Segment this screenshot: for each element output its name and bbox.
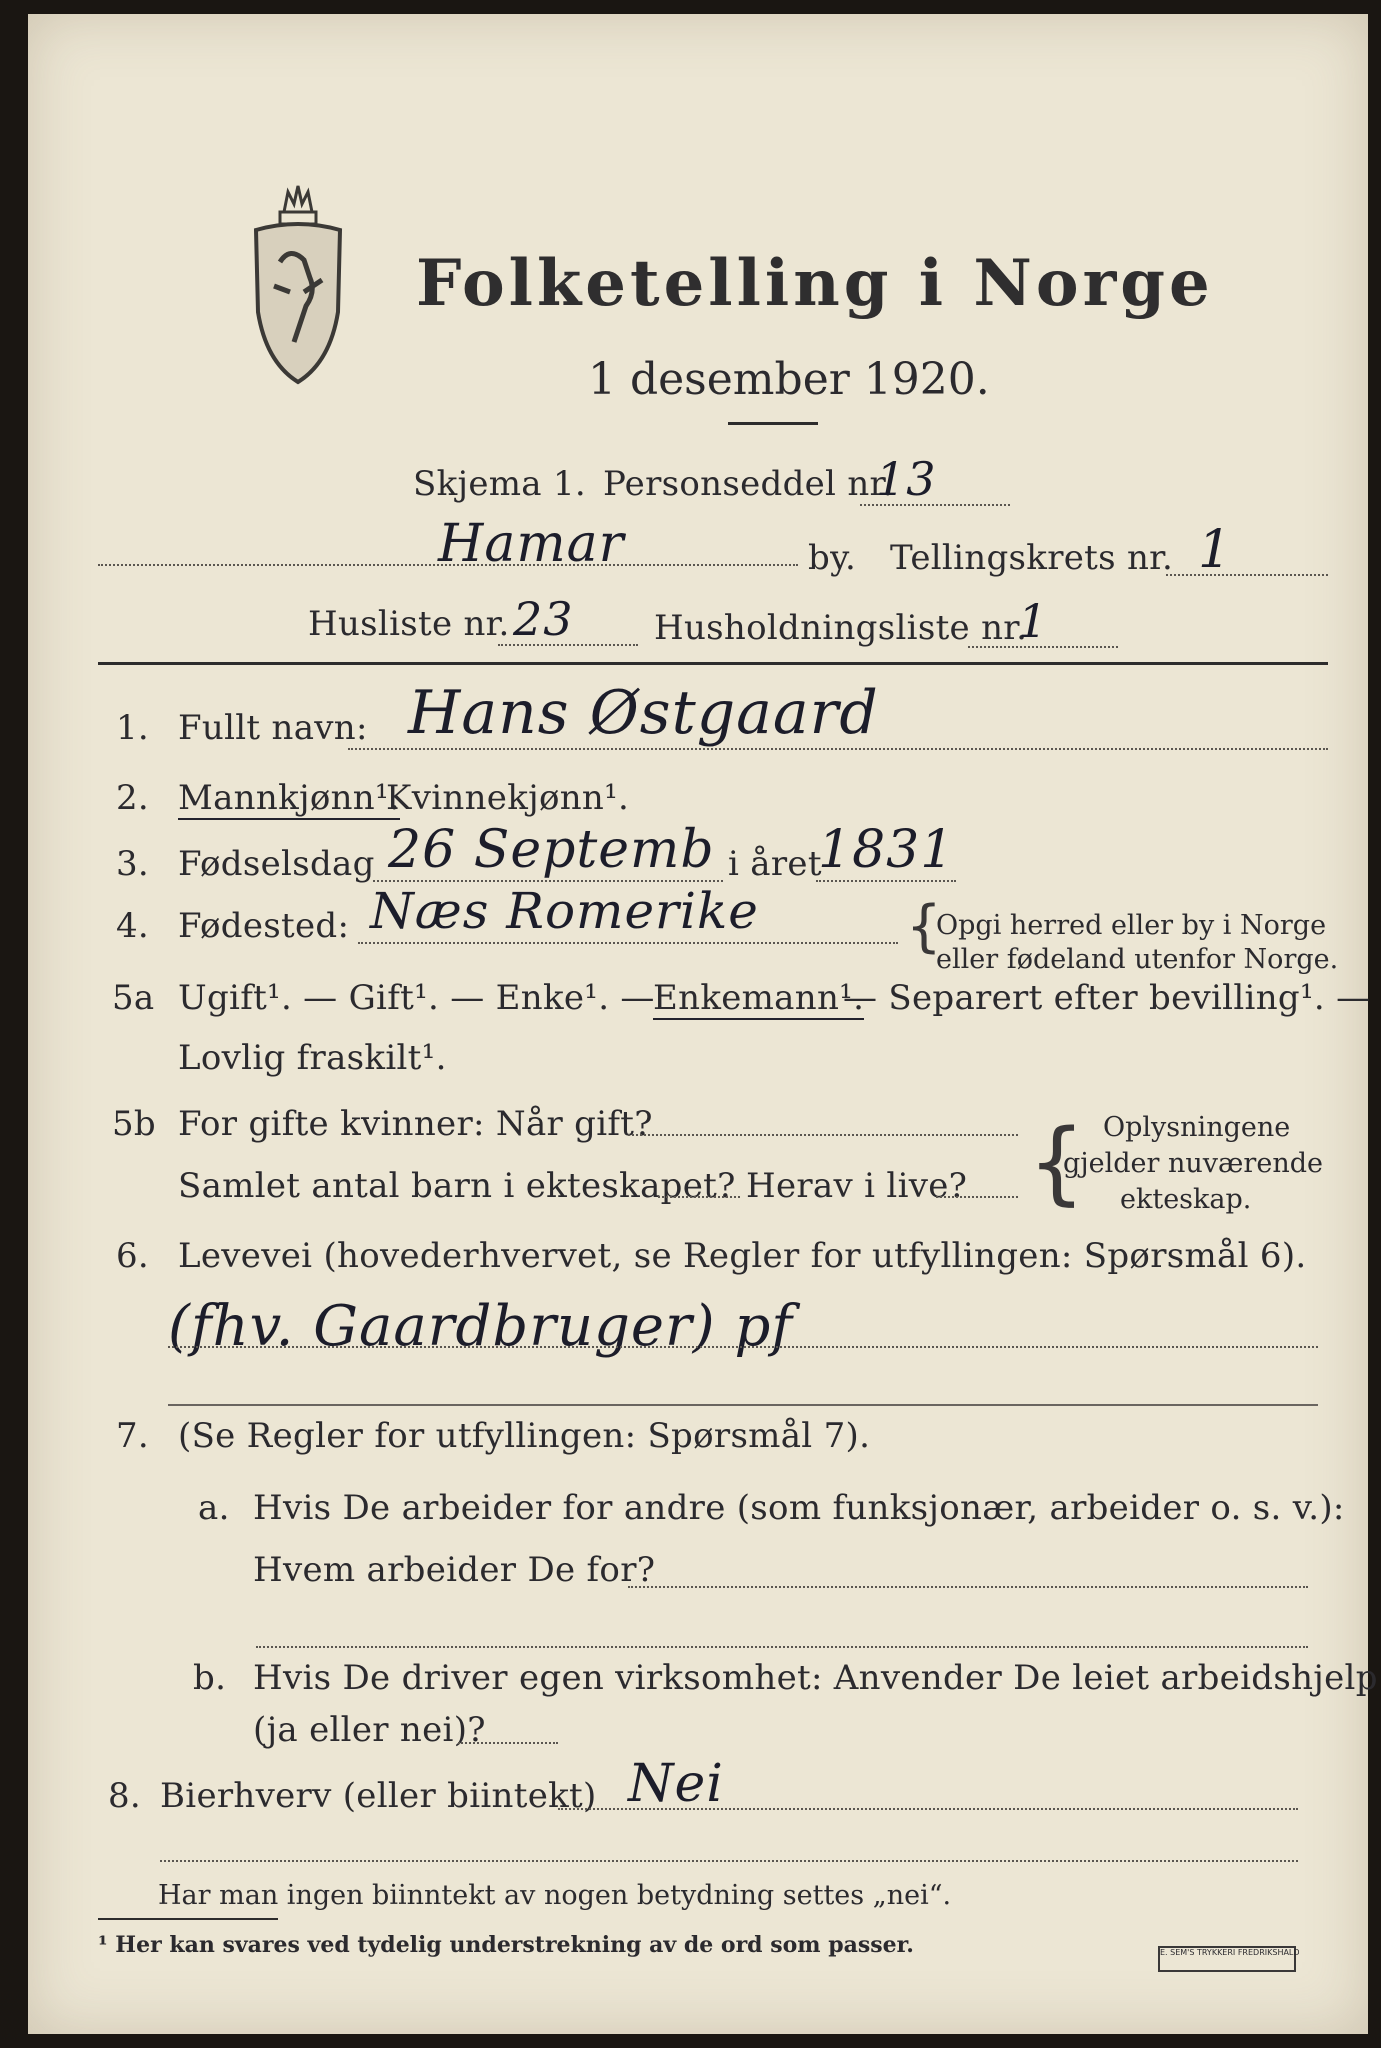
husholdningsliste-line xyxy=(968,646,1118,648)
q5b-number: 5b xyxy=(112,1104,156,1144)
q5b-line1: For gifte kvinner: Når gift? xyxy=(178,1104,653,1144)
q7b-line1: Hvis De driver egen virksomhet: Anvender De leiet arbeidshjelp xyxy=(253,1658,1378,1698)
q7-label: (Se Regler for utfyllingen: Spørsmål 7). xyxy=(178,1416,871,1456)
personseddel-label: Personseddel nr. xyxy=(603,464,894,504)
q7a-line2: Hvem arbeider De for? xyxy=(253,1550,656,1590)
q5b-brace: { xyxy=(1028,1110,1086,1215)
year-label: i året xyxy=(728,844,822,884)
footnote: ¹ Her kan svares ved tydelig understrekning av de ord som passer. xyxy=(98,1932,914,1958)
husholdningsliste-label: Husholdningsliste nr. xyxy=(654,608,1028,648)
secondary-income-value[interactable]: Nei xyxy=(628,1754,724,1814)
footer-note: Har man ingen biinntekt av nogen betydning settes „nei“. xyxy=(158,1880,952,1911)
husliste-line xyxy=(498,644,638,646)
married-when-line xyxy=(628,1134,1018,1136)
alive-line xyxy=(936,1196,1018,1198)
employer-line2 xyxy=(256,1646,1308,1648)
q7a-number: a. xyxy=(198,1488,230,1528)
q5a-line2[interactable]: Lovlig fraskilt¹. xyxy=(178,1038,447,1078)
q5a-options-c[interactable]: — Separert efter bevilling¹. — xyxy=(843,978,1371,1018)
q7b-line2: (ja eller nei)? xyxy=(253,1710,486,1750)
personseddel-value[interactable]: 13 xyxy=(876,452,937,506)
full-name-value[interactable]: Hans Østgaard xyxy=(408,678,879,748)
q6-line2 xyxy=(168,1404,1318,1406)
occupation-value[interactable]: (fhv. Gaardbruger) pf xyxy=(168,1294,794,1359)
census-date: 1 desember 1920. xyxy=(588,354,990,405)
header-divider xyxy=(98,662,1328,665)
q4-label: Fødested: xyxy=(178,906,350,946)
q6-label: Levevei (hovederhvervet, se Regler for utfyllingen: Spørsmål 6). xyxy=(178,1236,1307,1276)
form-title: Folketelling i Norge xyxy=(416,246,1214,321)
tellingskrets-label: Tellingskrets nr. xyxy=(890,538,1174,578)
q4-note-line1: Opgi herred eller by i Norge xyxy=(936,910,1327,941)
q4-line xyxy=(358,942,898,944)
q4-brace: { xyxy=(906,894,942,959)
q8-label: Bierhverv (eller biintekt) xyxy=(160,1776,597,1816)
q5b-note-line3: ekteskap. xyxy=(1120,1184,1252,1215)
birth-year-value[interactable]: 1831 xyxy=(818,820,955,880)
q8-line1 xyxy=(558,1808,1298,1810)
tellingskrets-value[interactable]: 1 xyxy=(1198,520,1233,580)
q1-line xyxy=(348,748,1328,750)
children-line xyxy=(658,1196,740,1198)
q7-number: 7. xyxy=(116,1416,150,1456)
q7a-line1: Hvis De arbeider for andre (som funksjonær, arbeider o. s. v.): xyxy=(253,1488,1345,1528)
female-option[interactable]: Kvinnekjønn¹. xyxy=(386,778,630,818)
q5b-line2a: Samlet antal barn i ekteskapet? xyxy=(178,1166,736,1206)
q5b-note-line1: Oplysningene xyxy=(1103,1112,1291,1143)
enkemann-option[interactable]: Enkemann¹. xyxy=(653,978,865,1018)
q8-number: 8. xyxy=(108,1776,142,1816)
q5a-number: 5a xyxy=(112,978,155,1018)
husliste-label: Husliste nr. xyxy=(308,604,510,644)
city-value[interactable]: Hamar xyxy=(438,514,625,574)
schema-label: Skjema 1. xyxy=(413,464,587,504)
title-divider xyxy=(728,422,818,425)
printer-stamp xyxy=(1158,1946,1300,1972)
personseddel-line xyxy=(860,504,1010,506)
printer-stamp-text: E. SEM'S TRYKKERI FREDRIKSHALD xyxy=(1160,1948,1300,1957)
q5b-note-line2: gjelder nuværende xyxy=(1063,1148,1323,1179)
q1-label: Fullt navn: xyxy=(178,708,368,748)
q3-number: 3. xyxy=(116,844,150,884)
q2-number: 2. xyxy=(116,778,150,818)
tellingskrets-line xyxy=(1166,574,1328,576)
birthday-value[interactable]: 26 Septemb xyxy=(388,820,715,880)
birthplace-value[interactable]: Næs Romerike xyxy=(370,882,759,940)
by-label: by. xyxy=(808,538,857,578)
husliste-value[interactable]: 23 xyxy=(513,592,574,646)
husholdningsliste-value[interactable]: 1 xyxy=(1018,594,1049,648)
q3-label: Fødselsdag xyxy=(178,844,375,884)
male-option[interactable]: Mannkjønn¹. xyxy=(178,778,401,818)
coat-of-arms-icon xyxy=(250,182,346,392)
q5b-line2b: Herav i live? xyxy=(746,1166,968,1206)
footnote-divider xyxy=(98,1918,278,1920)
q4-note-line2: eller fødeland utenfor Norge. xyxy=(936,944,1339,975)
q6-number: 6. xyxy=(116,1236,150,1276)
q7b-number: b. xyxy=(193,1658,227,1698)
hired-help-line xyxy=(458,1742,558,1744)
q8-line2 xyxy=(160,1860,1298,1862)
q6-line1 xyxy=(168,1346,1318,1348)
q4-number: 4. xyxy=(116,906,150,946)
census-form xyxy=(28,14,1378,2034)
q5a-options-a[interactable]: Ugift¹. — Gift¹. — Enke¹. — xyxy=(178,978,655,1018)
year-line xyxy=(816,880,956,882)
employer-line xyxy=(628,1586,1308,1588)
q1-number: 1. xyxy=(116,708,150,748)
